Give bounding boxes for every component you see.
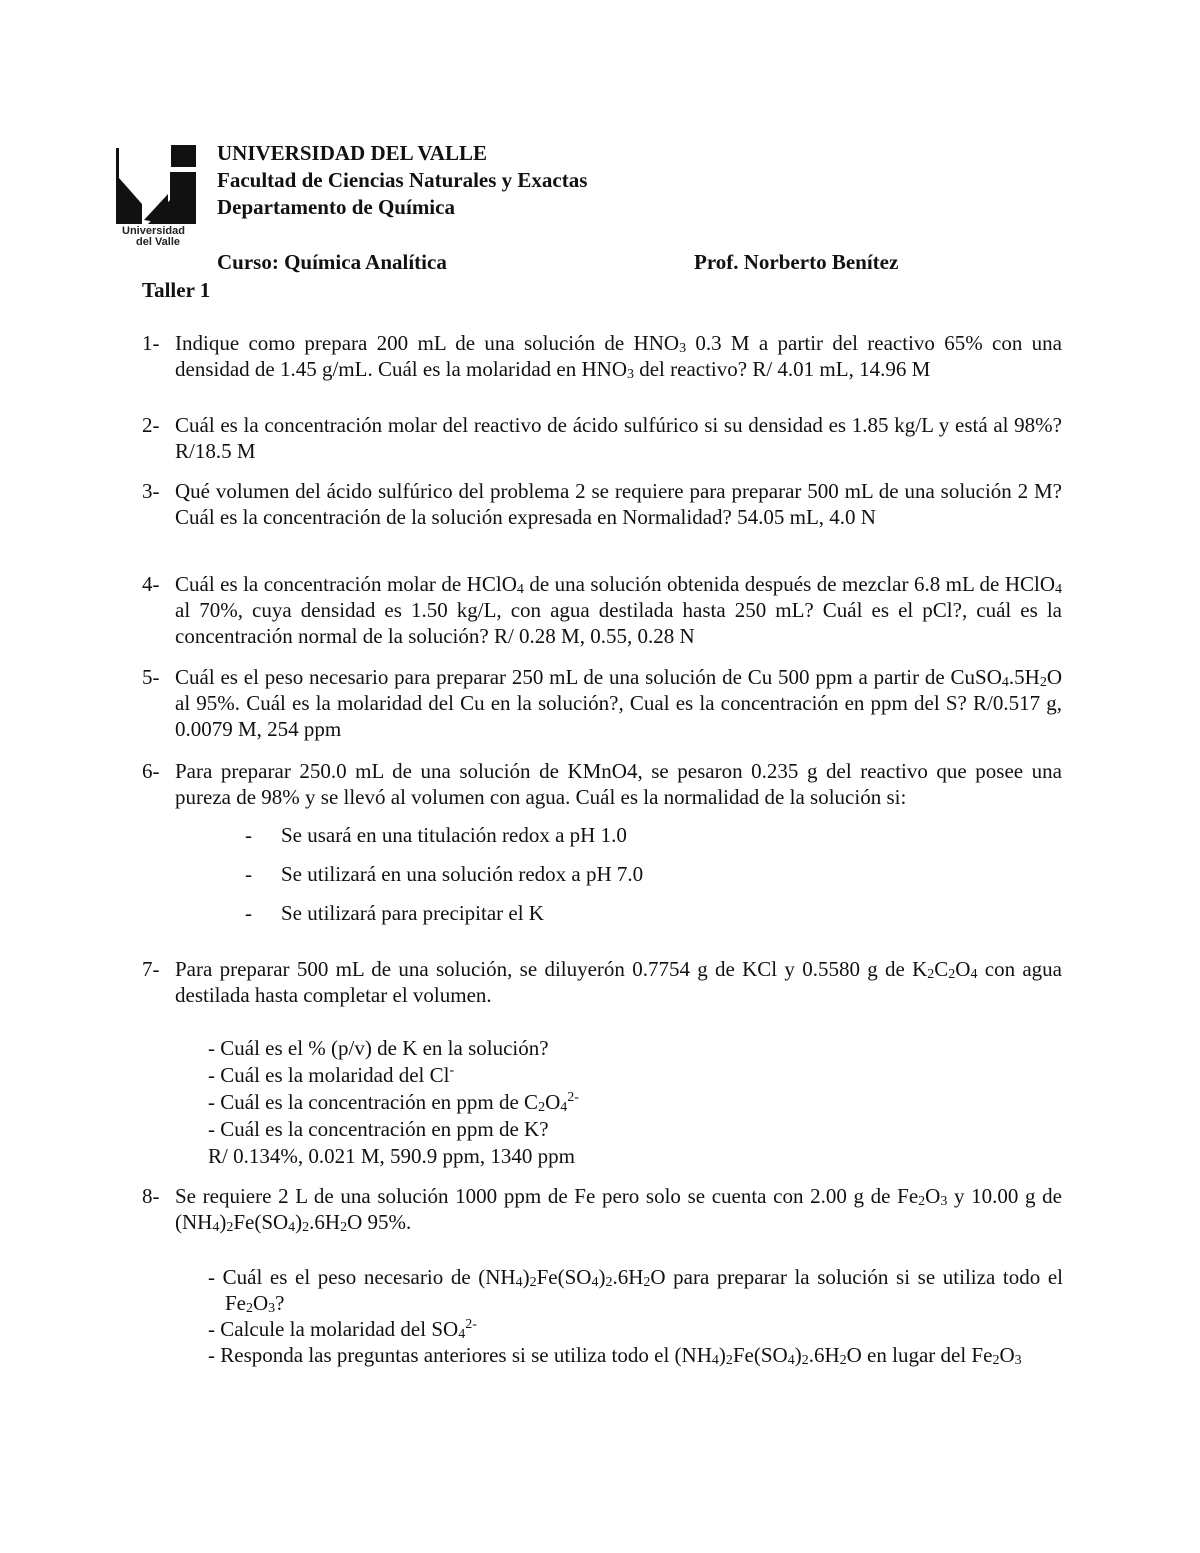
question-3 <box>142 478 1062 530</box>
university-name: UNIVERSIDAD DEL VALLE <box>217 141 487 165</box>
professor-name: Prof. Norberto Benítez <box>694 250 899 274</box>
faculty-name: Facultad de Ciencias Naturales y Exactas <box>217 168 588 192</box>
department-name: Departamento de Química <box>217 195 455 219</box>
question-text: Para preparar 500 mL de una solución, se diluyerón 0.7754 g de KCl y 0.5580 g de $K_2C_2O_4$ con agua destilada hasta completar el volumen. <box>175 957 1062 1007</box>
subquestion: - Cuál es la concentración en ppm de K? <box>208 1117 549 1141</box>
subquestion: - Cuál es la molaridad del Cl- <box>208 1063 455 1087</box>
question-number: 6- <box>142 759 160 783</box>
question-1 <box>142 330 1062 382</box>
subquestion: - Calcule la molaridad del $SO_4^{2-}$ <box>208 1317 477 1342</box>
question-number: 7- <box>142 957 160 981</box>
question-5 <box>142 664 1062 742</box>
question-text: Qué volumen del ácido sulfúrico del problema 2 se requiere para preparar 500 mL de una solución 2 M? Cuál es la concentración de la solución expresada en Normalidad? 54.05 mL, 4.0 N <box>175 479 1062 529</box>
question-7-subquestions <box>208 1035 579 1170</box>
question-8 <box>142 1183 1062 1235</box>
question-6 <box>142 758 1062 810</box>
question-number: 1- <box>142 331 160 355</box>
subquestion: - Cuál es la concentración en ppm de $C_2O_4^{2-}$ <box>208 1090 579 1115</box>
question-text: Se requiere 2 L de una solución 1000 ppm de Fe pero solo se cuenta con 2.00 g de $Fe_2O_3$ y 10.00 g de $(NH_4)_2Fe(SO_4)_2.6H_2O$ 95%. <box>175 1184 1062 1235</box>
question-number: 2- <box>142 413 160 437</box>
question-4 <box>142 571 1062 649</box>
question-text: Cuál es el peso necesario para preparar 250 mL de una solución de Cu 500 ppm a partir de $CuSO_4.5H_2O$ al 95%. Cuál es la molaridad del Cu en la solución?, Cual es la concentración en ppm del S? R/0.517 g, 0.0079 M, 254 ppm <box>175 665 1062 741</box>
question-8-subquestions <box>208 1264 1063 1368</box>
question-number: 3- <box>142 479 160 503</box>
subquestion: - Cuál es el % (p/v) de K en la solución? <box>208 1036 549 1060</box>
question-2 <box>142 412 1062 464</box>
subquestion: - Cuál es el peso necesario de $(NH_4)_2Fe(SO_4)_2.6H_2O$ para preparar la solución si se utiliza todo el $Fe_2O_3$? <box>208 1265 1063 1316</box>
question-7 <box>142 956 1062 1008</box>
subquestion: - Responda las preguntas anteriores si se utiliza todo el $(NH_4)_2Fe(SO_4)_2.6H_2O$ en lugar del $Fe_2O_3$ <box>208 1343 1022 1368</box>
question-number: 5- <box>142 665 160 689</box>
workshop-title: Taller 1 <box>142 278 211 302</box>
question-text: Para preparar 250.0 mL de una solución de KMnO4, se pesaron 0.235 g del reactivo que posee una pureza de 98% y se llevó al volumen con agua. Cuál es la normalidad de la solución si: <box>175 759 1062 809</box>
question-text: Cuál es la concentración molar de HClO$_4$ de una solución obtenida después de mezclar 6.8 mL de HClO$_4$ al 70%, cuya densidad es 1.50 kg/L, con agua destilada hasta 250 mL? Cuál es el pCl?, cuál es la concentración normal de la solución? R/ 0.28 M, 0.55, 0.28 N <box>175 572 1062 648</box>
course-name: Curso: Química Analítica <box>217 250 447 274</box>
answer: R/ 0.134%, 0.021 M, 590.9 ppm, 1340 ppm <box>208 1144 575 1168</box>
question-number: 8- <box>142 1184 160 1208</box>
question-text: Cuál es la concentración molar del reactivo de ácido sulfúrico si su densidad es 1.85 kg/L y está al 98%? R/18.5 M <box>175 413 1062 463</box>
logo-text: Universidad del Valle <box>122 225 185 248</box>
question-text: Indique como prepara 200 mL de una solución de $HNO_3$ 0.3 M a partir del reactivo 65% con una densidad de 1.45 g/mL. Cuál es la molaridad en $HNO_3$ del reactivo? R/ 4.01 mL, 14.96 M <box>175 331 1062 382</box>
question-number: 4- <box>142 572 160 596</box>
